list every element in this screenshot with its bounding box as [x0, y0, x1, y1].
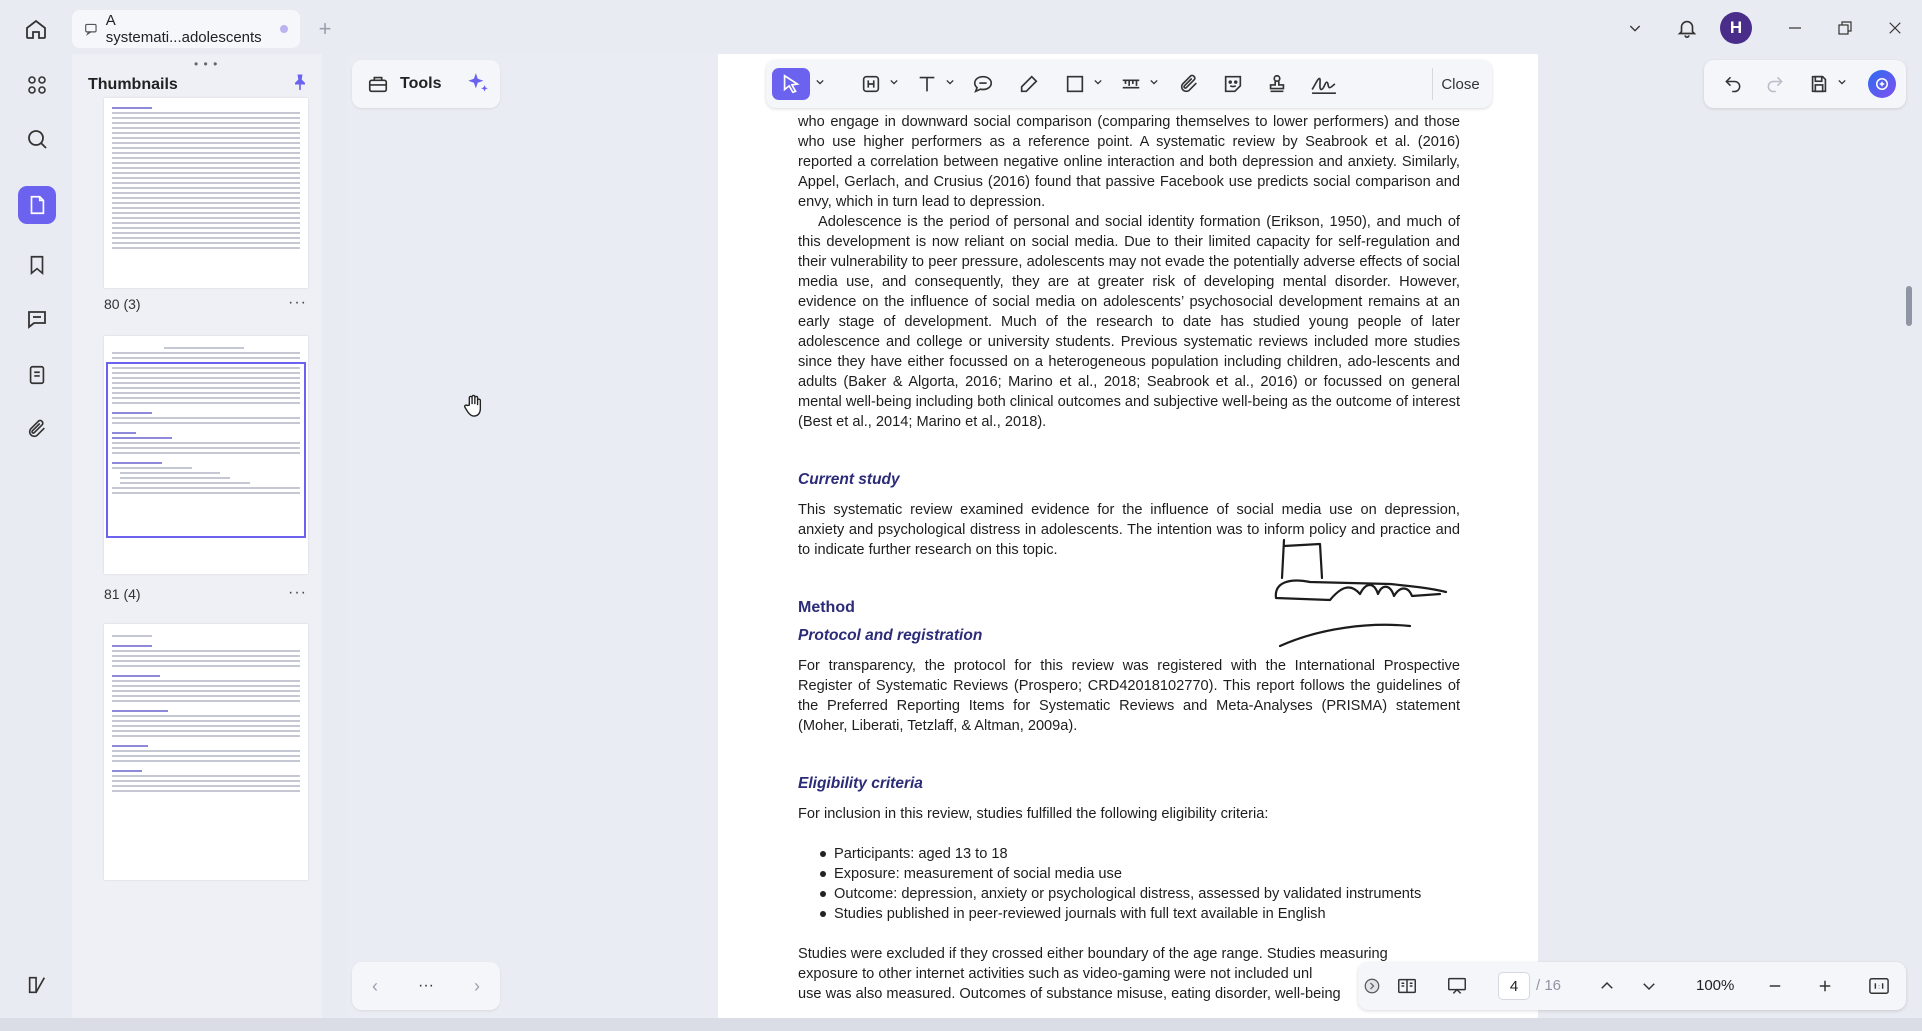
- signature-icon: [1309, 73, 1339, 95]
- home-button[interactable]: [20, 14, 52, 44]
- page-thumbnail-current[interactable]: [104, 336, 308, 574]
- measure-tool-button[interactable]: [1116, 68, 1146, 100]
- chevron-right-icon[interactable]: ›: [473, 975, 480, 996]
- chevron-down-icon[interactable]: [816, 78, 824, 86]
- highlight-tool-button[interactable]: [856, 68, 886, 100]
- attach-file-tool-button[interactable]: [1174, 68, 1204, 100]
- hand-cursor-icon: [462, 394, 484, 423]
- presentation-button[interactable]: [1442, 972, 1472, 1000]
- minimize-icon: [1786, 19, 1804, 37]
- new-tab-button[interactable]: +: [318, 16, 332, 41]
- list-item: Participants: aged 13 to 18: [818, 844, 1460, 864]
- close-icon: [1886, 19, 1904, 37]
- undo-icon: [1723, 74, 1743, 94]
- minimize-button[interactable]: [1780, 12, 1810, 44]
- page-nav-pill: [352, 962, 500, 1010]
- pen-icon: [1018, 73, 1040, 95]
- sidebar-toggle-button[interactable]: [18, 966, 56, 1004]
- subsection-heading: Protocol and registration: [798, 627, 983, 644]
- paragraph: who engage in downward social comparison (comparing themselves to lower performers) and those who use higher performers as a reference point. A systematic review by Seabrook et al. (2016) reported a correlation between negative online interaction and both depression and anxiety. Similarly, Appel, Gerlach, and Crusius (2016) found that passive Facebook use predicts social comparison and envy, which in turn lead to depression.: [798, 114, 1460, 210]
- thumbnail-label: 81 (4): [104, 586, 141, 602]
- chevron-down-icon: [1640, 977, 1658, 995]
- plus-icon: [1816, 977, 1834, 995]
- previous-page-button[interactable]: [1592, 972, 1622, 1000]
- list-item: Studies published in peer-reviewed journals with full text available in English: [818, 904, 1460, 924]
- highlight-icon: [860, 73, 882, 95]
- paragraph-line: exposure to other internet activities such as video-gaming were not included unl: [798, 966, 1313, 982]
- ai-assistant-icon: [1873, 75, 1891, 93]
- tabs-dropdown-button[interactable]: [1620, 12, 1650, 44]
- paperclip-icon: [26, 418, 48, 440]
- canvas-gutter: [346, 54, 718, 1018]
- bell-icon: [1676, 17, 1698, 39]
- ai-sparkle-icon[interactable]: [465, 71, 491, 97]
- chevron-down-icon: [1627, 20, 1643, 36]
- attachment-button[interactable]: [18, 410, 56, 448]
- account-button[interactable]: [1720, 12, 1752, 44]
- document-tab[interactable]: [72, 10, 300, 48]
- comment-icon: [25, 307, 49, 331]
- zoom-out-button[interactable]: [1760, 972, 1790, 1000]
- redo-button[interactable]: [1760, 68, 1790, 100]
- list-item: Exposure: measurement of social media use: [818, 864, 1460, 884]
- thumbnail-more-button[interactable]: ···: [288, 584, 307, 601]
- text-tool-button[interactable]: [912, 68, 942, 100]
- history-toolbar: [1704, 60, 1906, 108]
- document-page[interactable]: [718, 54, 1538, 1018]
- zoom-level[interactable]: 100%: [1696, 977, 1735, 994]
- avatar: H: [1720, 12, 1752, 44]
- search-button[interactable]: [18, 120, 56, 158]
- thumbnails-panel: [72, 54, 322, 1018]
- minus-icon: [1766, 977, 1784, 995]
- chevron-left-icon[interactable]: ‹: [372, 975, 378, 996]
- thumbnail-more-button[interactable]: ···: [288, 294, 307, 311]
- book-layout-icon: [1395, 975, 1419, 997]
- section-heading: Method: [798, 599, 855, 616]
- restore-button[interactable]: [1830, 12, 1860, 44]
- restore-icon: [1836, 19, 1854, 37]
- next-page-button[interactable]: [1634, 972, 1664, 1000]
- expand-bar-button[interactable]: [1362, 972, 1382, 1000]
- page-number-input[interactable]: 4: [1498, 972, 1530, 1000]
- annotation-toolbar: [766, 60, 1492, 108]
- nav-more-button[interactable]: ···: [418, 977, 434, 994]
- search-icon: [25, 127, 49, 151]
- grid-icon: [25, 73, 49, 97]
- bookmarks-button[interactable]: [18, 246, 56, 284]
- list-item: Outcome: depression, anxiety or psychological distress, assessed by validated instruments: [818, 884, 1460, 904]
- page-total: / 16: [1536, 977, 1562, 994]
- paragraph-line: use was also measured. Outcomes of substance misuse, eating disorder, well-being: [798, 986, 1341, 1002]
- zoom-in-button[interactable]: [1810, 972, 1840, 1000]
- signature-tool-button[interactable]: [1306, 68, 1342, 100]
- tab-title: A systemati...adolescents: [105, 12, 262, 46]
- paragraph: This systematic review examined evidence for the influence of social media use on depression, anxiety and psychological distress in adolescents. The intention was to inform policy and practice and to indicate further research on this topic.: [798, 502, 1460, 558]
- speech-bubble-icon: [972, 73, 994, 95]
- rectangle-icon: [1064, 73, 1086, 95]
- stamp-icon: [1266, 73, 1288, 95]
- title-bar: [0, 0, 1922, 56]
- thumbnail-label: 80 (3): [104, 296, 141, 312]
- comment-doc-icon: [84, 22, 98, 36]
- sticker-tool-button[interactable]: [1218, 68, 1248, 100]
- status-bar: [0, 1018, 1922, 1031]
- tools-button[interactable]: [352, 60, 500, 108]
- stamp-tool-button[interactable]: [1262, 68, 1292, 100]
- ai-assistant-button[interactable]: [1868, 70, 1896, 98]
- viewport-indicator: [106, 362, 306, 538]
- chevron-right-icon: [1363, 977, 1381, 995]
- shape-tool-button[interactable]: [1060, 68, 1090, 100]
- chevron-down-icon[interactable]: [1150, 78, 1158, 86]
- chevron-down-icon[interactable]: [946, 78, 954, 86]
- sticker-icon: [1222, 73, 1244, 95]
- select-tool-button[interactable]: [772, 68, 810, 100]
- save-button[interactable]: [1804, 68, 1834, 100]
- actual-size-icon: [1868, 976, 1890, 996]
- pin-icon: [290, 72, 310, 92]
- paragraph: For inclusion in this review, studies fulfilled the following eligibility criteria:: [798, 806, 1269, 822]
- paragraph: Adolescence is the period of personal and social identity formation (Erikson, 1950), and much of this development is now reliant on social media. Due to their limited capacity for self-regulation and their vulnerability to peer pressure, adolescents may not evade the potentially adverse effects of social media use, and consequently, they are at greater risk of developing mental disorder. However, evidence on the influence of social media on adolescents’ psychosocial development remains at an early stage of development. Much of the research to date has studied young people of later adolescence and college or university students. Previous systematic reviews included more studies since they have either focussed on a heterogeneous population including children, ado-lescents and adults (Baker & Algorta, 2016; Marino et al., 2018; Seabrook et al., 2016) or focussed on general mental well-being including both clinical outcomes and subjective well-being as the outcome of interest (Best et al., 2014; Marino et al., 2018).: [798, 214, 1460, 430]
- presentation-icon: [1444, 975, 1470, 997]
- page-controls-bar: [1358, 962, 1906, 1010]
- thumbnails-button[interactable]: [18, 186, 56, 224]
- document-list-icon: [26, 364, 48, 386]
- chevron-up-icon: [1598, 977, 1616, 995]
- paperclip-icon: [1178, 73, 1200, 95]
- tools-label: Tools: [400, 75, 442, 92]
- save-icon: [1808, 73, 1830, 95]
- chevron-down-icon[interactable]: [1838, 78, 1846, 86]
- subsection-heading: Eligibility criteria: [798, 775, 923, 792]
- paragraph: For transparency, the protocol for this review was registered with the International Prospective Register of Systematic Reviews (Prospero; CRD42018102770). This report follows the guidelines of the Preferred Reporting Items for Systematic Reviews and Meta-Analyses (PRISMA) statement (Moher, Liberati, Tetzlaff, & Altman, 2009a).: [798, 658, 1460, 734]
- pen-tool-button[interactable]: [1014, 68, 1044, 100]
- actual-size-button[interactable]: [1864, 972, 1894, 1000]
- redo-icon: [1765, 74, 1785, 94]
- left-rail: [0, 56, 72, 1018]
- vertical-scrollbar[interactable]: [1906, 286, 1912, 326]
- close-window-button[interactable]: [1880, 12, 1910, 44]
- criteria-list: [818, 844, 1460, 924]
- page-thumbnail[interactable]: [104, 98, 308, 288]
- pages-icon: [26, 194, 48, 216]
- page-layout-button[interactable]: [1392, 972, 1422, 1000]
- unsaved-dot-icon: [280, 25, 288, 33]
- apps-button[interactable]: [18, 66, 56, 104]
- chevron-down-icon[interactable]: [1094, 78, 1102, 86]
- signature-annotation[interactable]: [1270, 538, 1450, 650]
- ruler-icon: [1119, 73, 1143, 95]
- close-toolbar-button[interactable]: Close: [1432, 68, 1488, 100]
- comment-tool-button[interactable]: [968, 68, 998, 100]
- section-heading: Current study: [798, 471, 900, 488]
- chevron-down-icon[interactable]: [890, 78, 898, 86]
- text-icon: [916, 73, 938, 95]
- comments-button[interactable]: [18, 300, 56, 338]
- attachments-panel-button[interactable]: [18, 356, 56, 394]
- paragraph-line: Studies were excluded if they crossed either boundary of the age range. Studies measuring: [798, 946, 1388, 962]
- home-icon: [24, 17, 48, 41]
- sidebar-collapse-icon: [26, 974, 48, 996]
- cursor-arrow-icon: [780, 73, 802, 95]
- panel-grip-icon[interactable]: • • •: [194, 57, 219, 71]
- undo-button[interactable]: [1718, 68, 1748, 100]
- notifications-button[interactable]: [1672, 12, 1702, 44]
- thumbnails-title: Thumbnails: [88, 76, 178, 93]
- page-thumbnail[interactable]: [104, 624, 308, 880]
- toolbox-icon: [366, 73, 390, 95]
- bookmark-icon: [26, 254, 48, 276]
- pin-button[interactable]: [290, 72, 310, 97]
